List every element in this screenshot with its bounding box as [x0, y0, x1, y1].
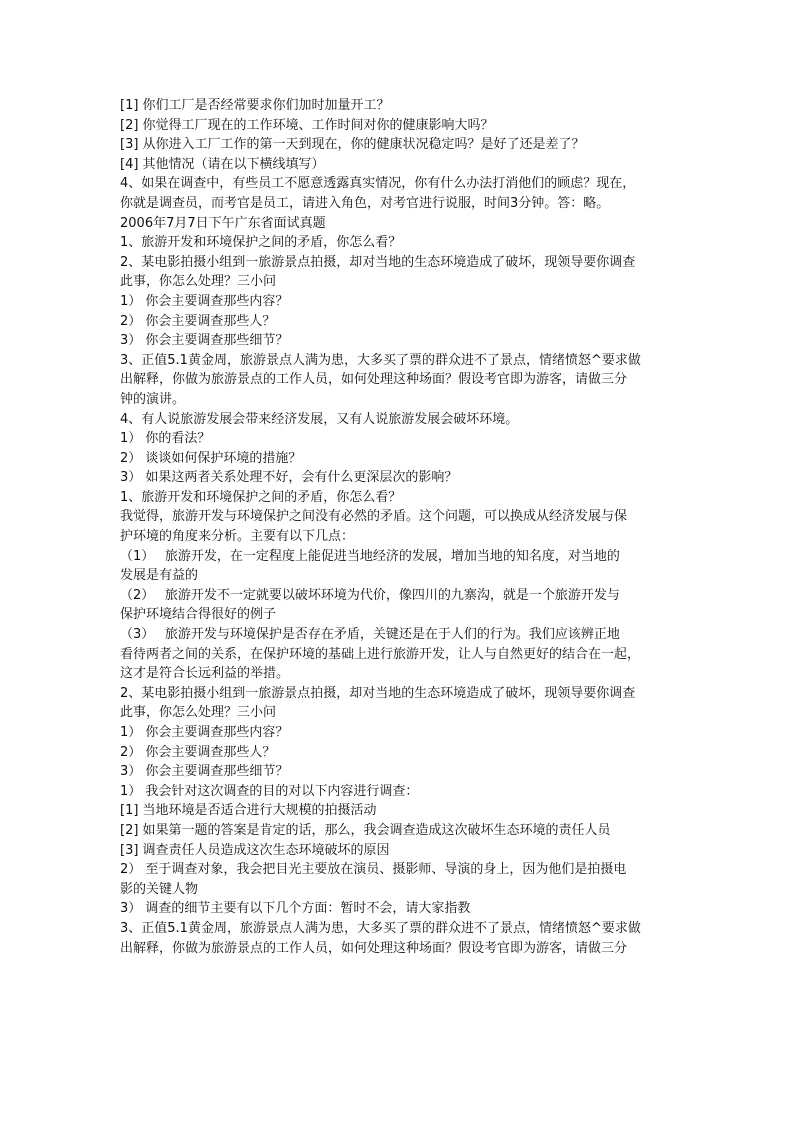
- text-line: 4、有人说旅游发展会带来经济发展，又有人说旅游发展会破坏环境。: [120, 411, 519, 427]
- text-line: [3] 从你进入工厂工作的第一天到现在，你的健康状况稳定吗？是好了还是差了？: [120, 137, 585, 153]
- text-line: [2] 如果第一题的答案是肯定的话，那么，我会调查造成这次破坏生态环境的责任人员: [120, 822, 611, 838]
- text-line: 3、正值5.1黄金周，旅游景点人满为患，大多买了票的群众进不了景点，情绪愤怒^要求做: [120, 920, 641, 936]
- text-line: 此事，你怎么处理？三小问: [120, 274, 277, 290]
- text-line: 发展是有益的: [120, 568, 199, 584]
- text-line: 1） 你会主要调查那些内容？: [120, 725, 289, 740]
- text-line: 出解释，你做为旅游景点的工作人员，如何处理这种场面？假设考官即为游客，请做三分: [120, 940, 628, 956]
- text-line: 我觉得，旅游开发与环境保护之间没有必然的矛盾。这个问题，可以换成从经济发展与保: [120, 509, 628, 525]
- text-line: 这才是符合长远利益的举措。: [120, 666, 290, 682]
- text-line: 保护环境结合得很好的例子: [120, 607, 277, 623]
- section-heading: 2006年7月7日下午广东省面试真题: [120, 215, 326, 231]
- text-line: 护环境的角度来分析。主要有以下几点：: [120, 529, 355, 545]
- text-line: （2） 旅游开发不一定就要以破坏环境为代价，像四川的九寨沟，就是一个旅游开发与: [120, 587, 620, 603]
- text-line: [1] 当地环境是否适合进行大规模的拍摄活动: [120, 803, 377, 819]
- text-line: 2） 谈谈如何保护环境的措施？: [120, 450, 302, 466]
- document-body: [120, 96, 680, 958]
- text-line: 此事，你怎么处理？三小问: [120, 705, 277, 721]
- text-line: 3） 如果这两者关系处理不好，会有什么更深层次的影响？: [120, 470, 458, 486]
- text-line: [3] 调查责任人员造成这次生态环境破坏的原因: [120, 842, 390, 858]
- text-line: （1） 旅游开发，在一定程度上能促进当地经济的发展，增加当地的知名度，对当地的: [120, 548, 620, 564]
- text-line: 2、某电影拍摄小组到一旅游景点拍摄，却对当地的生态环境造成了破坏，现领导要你调查: [120, 254, 636, 270]
- text-line: 1） 你的看法？: [120, 431, 211, 447]
- text-line: 看待两者之间的关系，在保护环境的基础上进行旅游开发，让人与自然更好的结合在一起，: [120, 646, 641, 662]
- text-line: 2） 你会主要调查那些人？: [120, 744, 276, 760]
- text-line: 3） 你会主要调查那些细节？: [120, 764, 289, 780]
- text-line: 2、某电影拍摄小组到一旅游景点拍摄，却对当地的生态环境造成了破坏，现领导要你调查: [120, 685, 636, 701]
- text-line: 2） 你会主要调查那些人？: [120, 313, 276, 329]
- text-line: [1] 你们工厂是否经常要求你们加时加量开工？: [120, 98, 390, 113]
- text-line: 1、旅游开发和环境保护之间的矛盾，你怎么看？: [120, 235, 402, 251]
- text-line: 1） 我会针对这次调查的目的对以下内容进行调查：: [120, 783, 419, 799]
- text-line: 3） 你会主要调查那些细节？: [120, 333, 289, 349]
- text-line: 钟的演讲。: [120, 391, 186, 407]
- text-line: 1、旅游开发和环境保护之间的矛盾，你怎么看？: [120, 489, 402, 505]
- text-line: 3） 调查的细节主要有以下几个方面：暂时不会，请大家指教: [120, 901, 471, 917]
- text-line: 2） 至于调查对象，我会把目光主要放在演员、摄影师、导演的身上，因为他们是拍摄电: [120, 862, 627, 878]
- text-line: 4、如果在调查中，有些员工不愿意透露真实情况，你有什么办法打消他们的顾虑？现在，: [120, 176, 636, 192]
- text-line: 影的关键人物: [120, 881, 199, 897]
- text-line: 出解释，你做为旅游景点的工作人员，如何处理这种场面？假设考官即为游客，请做三分: [120, 372, 628, 388]
- text-line: （3） 旅游开发与环境保护是否存在矛盾，关键还是在于人们的行为。我们应该辨正地: [120, 627, 620, 643]
- text-line: 你就是调查员，而考官是员工，请进入角色，对考官进行说服，时间3分钟。答：略。: [120, 195, 610, 211]
- text-line: 3、正值5.1黄金周，旅游景点人满为患，大多买了票的群众进不了景点，情绪愤怒^要求做: [120, 352, 641, 368]
- text-line: 1） 你会主要调查那些内容？: [120, 293, 289, 309]
- text-line: [2] 你觉得工厂现在的工作环境、工作时间对你的健康影响大吗？: [120, 117, 494, 133]
- text-line: [4] 其他情况（请在以下横线填写）: [120, 156, 325, 172]
